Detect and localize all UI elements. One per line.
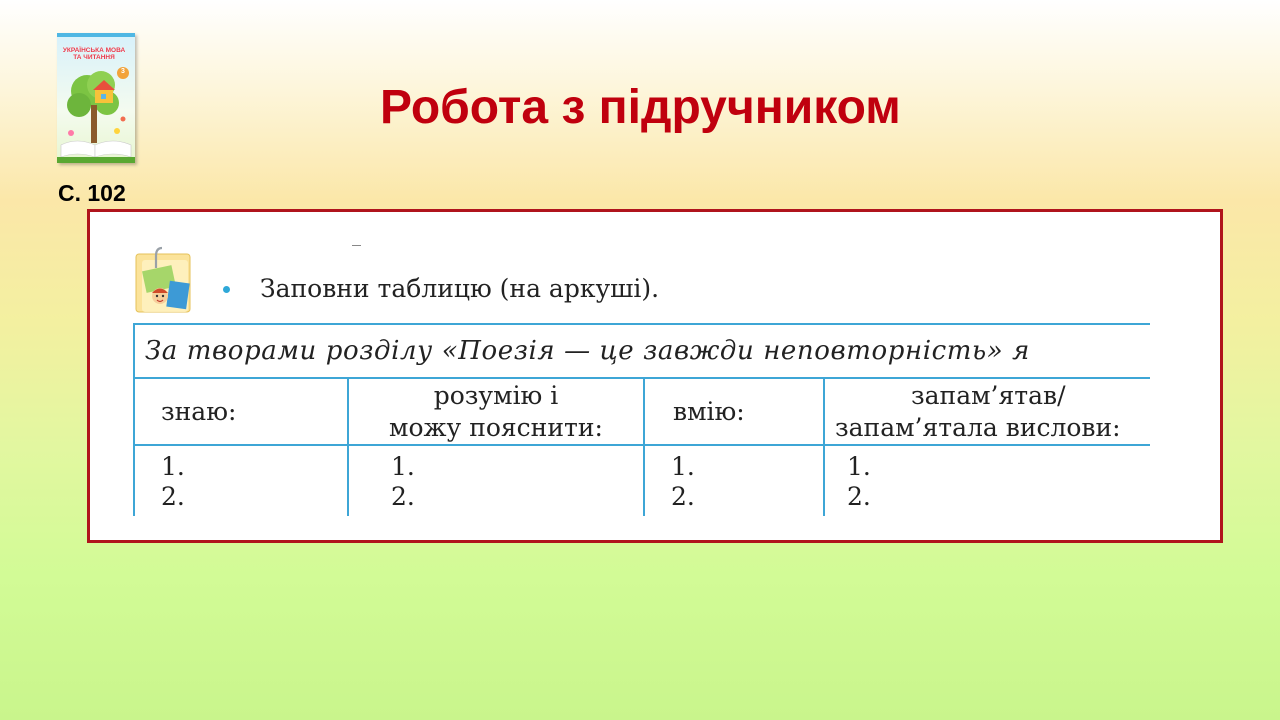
textbook-cover-title [61,47,127,61]
table-caption-row [134,324,1150,378]
header-can [644,378,824,445]
item-number: 2. [671,482,695,511]
table-caption: За творами розділу «Поезія — це завжди неповторність» я [134,324,1150,378]
knowledge-table [133,323,1150,516]
header-remembered-line1: запам’ятав/ [911,380,1066,410]
notes-clipboard-icon [132,246,198,320]
table-header-row [134,378,1150,445]
table-cell [348,445,644,516]
item-number: 1. [161,452,185,481]
bullet-dot-icon [223,286,230,293]
table-cell [644,445,824,516]
item-number: 1. [847,452,871,481]
task-instruction: Заповни таблицю (на аркуші). [260,274,660,303]
item-number: 2. [391,482,415,511]
header-remembered-line2: запам’ятала вислови: [835,412,1121,442]
table-cell [824,445,1150,516]
cover-title-line1: УКРАЇНСЬКА МОВА [62,47,126,54]
page-mark [352,245,361,246]
fill-in-table [133,323,1150,516]
header-remembered [824,378,1150,445]
item-number: 1. [671,452,695,481]
textbook-excerpt-frame [87,209,1223,543]
page-reference: С. 102 [58,180,126,206]
item-number: 2. [847,482,871,511]
header-can-text: вмію: [673,396,745,426]
cover-title-line2: ТА ЧИТАННЯ [73,54,115,61]
slide-title: Робота з підручником [380,81,901,134]
header-know [134,378,348,445]
table-cell [134,445,348,516]
item-number: 1. [391,452,415,481]
textbook-cover-image [57,33,135,163]
item-number: 2. [161,482,185,511]
header-understand-line2: можу пояснити: [389,412,603,442]
header-understand-line1: розумію і [433,380,559,410]
table-row [134,445,1150,516]
header-understand [348,378,644,445]
header-know-text: знаю: [161,396,237,426]
cover-grade-badge: 3 [121,68,125,75]
